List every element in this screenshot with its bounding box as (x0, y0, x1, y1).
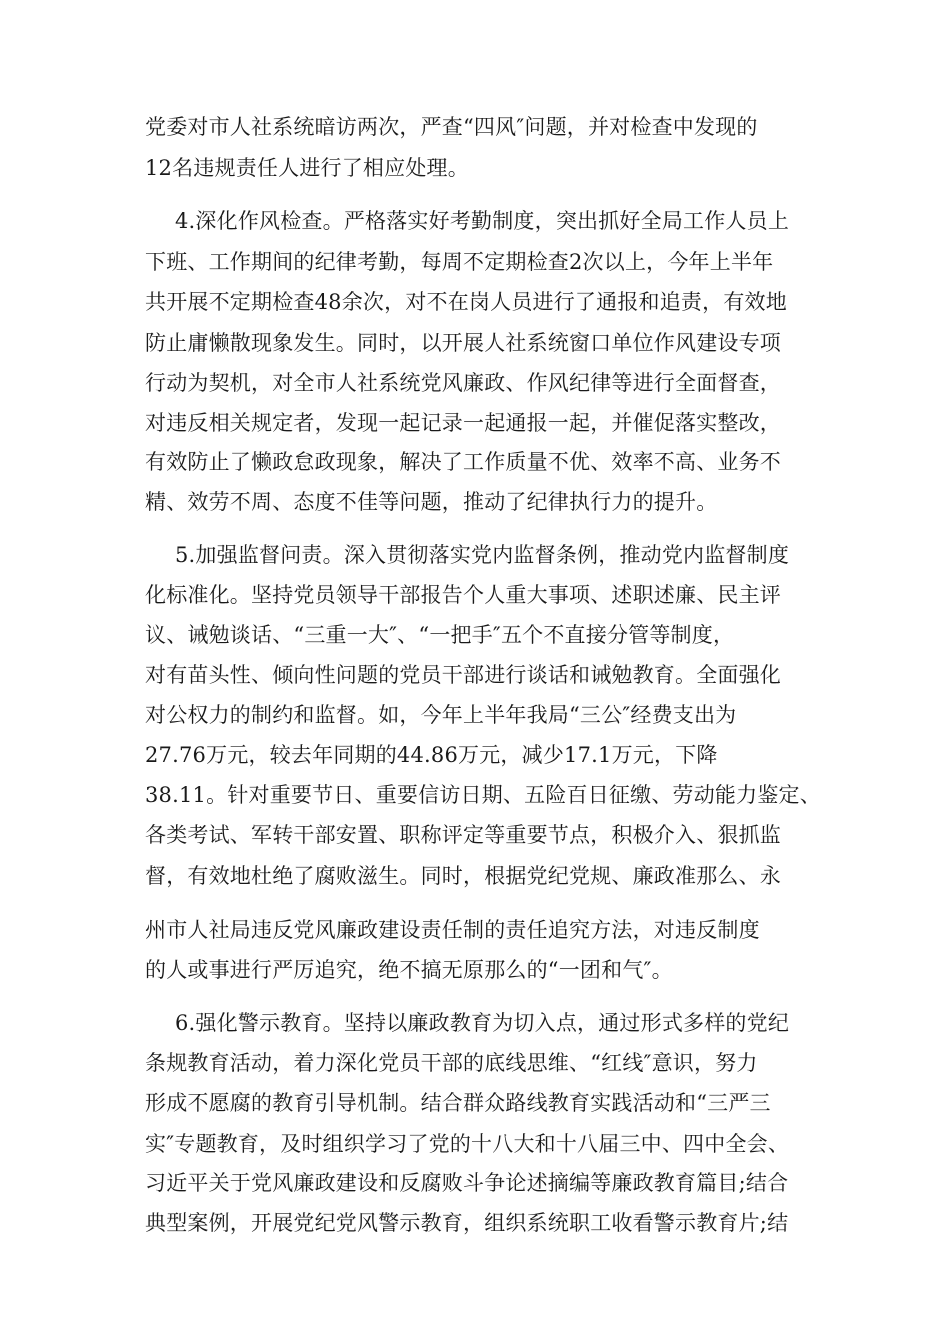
text-line: 督，有效地杜绝了腐败滋生。同时，根据党纪党规、廉政准那么、永 (145, 864, 781, 888)
text-line: 精、效劳不周、态度不佳等问题，推动了纪律执行力的提升。 (145, 490, 718, 514)
text-line: 各类考试、军转干部安置、职称评定等重要节点，积极介入、狠抓监 (145, 823, 781, 847)
text-line: 实″专题教育，及时组织学习了党的十八大和十八届三中、四中全会、 (145, 1132, 790, 1156)
text-line: 6.强化警示教育。坚持以廉政教育为切入点，通过形式多样的党纪 (175, 1011, 790, 1035)
text-line: 议、诫勉谈话、“三重一大″、“一把手″五个不直接分管等制度， (145, 623, 735, 647)
text-line: 的人或事进行严厉追究，绝不搞无原那么的“一团和气″。 (145, 958, 673, 982)
text-line: 党委对市人社系统暗访两次，严查“四风″问题，并对检查中发现的 (145, 115, 758, 139)
text-line: 形成不愿腐的教育引导机制。结合群众路线教育实践活动和“三严三 (145, 1091, 771, 1115)
text-line: 4.深化作风检查。严格落实好考勤制度，突出抓好全局工作人员上 (175, 209, 790, 233)
text-line: 共开展不定期检查48余次，对不在岗人员进行了通报和追责，有效地 (145, 290, 787, 314)
text-line: 5.加强监督问责。深入贯彻落实党内监督条例，推动党内监督制度 (175, 543, 790, 567)
text-line: 习近平关于党风廉政建设和反腐败斗争论述摘编等廉政教育篇目;结合 (145, 1171, 789, 1195)
text-line: 38.11。针对重要节日、重要信访日期、五险百日征缴、劳动能力鉴定、 (145, 783, 821, 807)
text-line: 对有苗头性、倾向性问题的党员干部进行谈话和诫勉教育。全面强化 (145, 663, 781, 687)
text-line: 27.76万元，较去年同期的44.86万元，减少17.1万元，下降 (145, 743, 718, 767)
text-line: 防止庸懒散现象发生。同时，以开展人社系统窗口单位作风建设专项 (145, 331, 781, 355)
text-line: 下班、工作期间的纪律考勤，每周不定期检查2次以上，今年上半年 (145, 250, 774, 274)
text-line: 12名违规责任人进行了相应处理。 (145, 156, 469, 180)
text-line: 典型案例，开展党纪党风警示教育，组织系统职工收看警示教育片;结 (145, 1211, 789, 1235)
text-line: 州市人社局违反党风廉政建设责任制的责任追究方法，对违反制度 (145, 918, 760, 942)
text-line: 对公权力的制约和监督。如，今年上半年我局“三公″经费支出为 (145, 703, 737, 727)
text-line: 化标准化。坚持党员领导干部报告个人重大事项、述职述廉、民主评 (145, 583, 781, 607)
text-line: 有效防止了懒政怠政现象，解决了工作质量不优、效率不高、业务不 (145, 450, 781, 474)
text-line: 行动为契机，对全市人社系统党风廉政、作风纪律等进行全面督查， (145, 371, 781, 395)
text-line: 条规教育活动，着力深化党员干部的底线思维、“红线″意识，努力 (145, 1051, 758, 1075)
text-line: 对违反相关规定者，发现一起记录一起通报一起，并催促落实整改， (145, 411, 781, 435)
